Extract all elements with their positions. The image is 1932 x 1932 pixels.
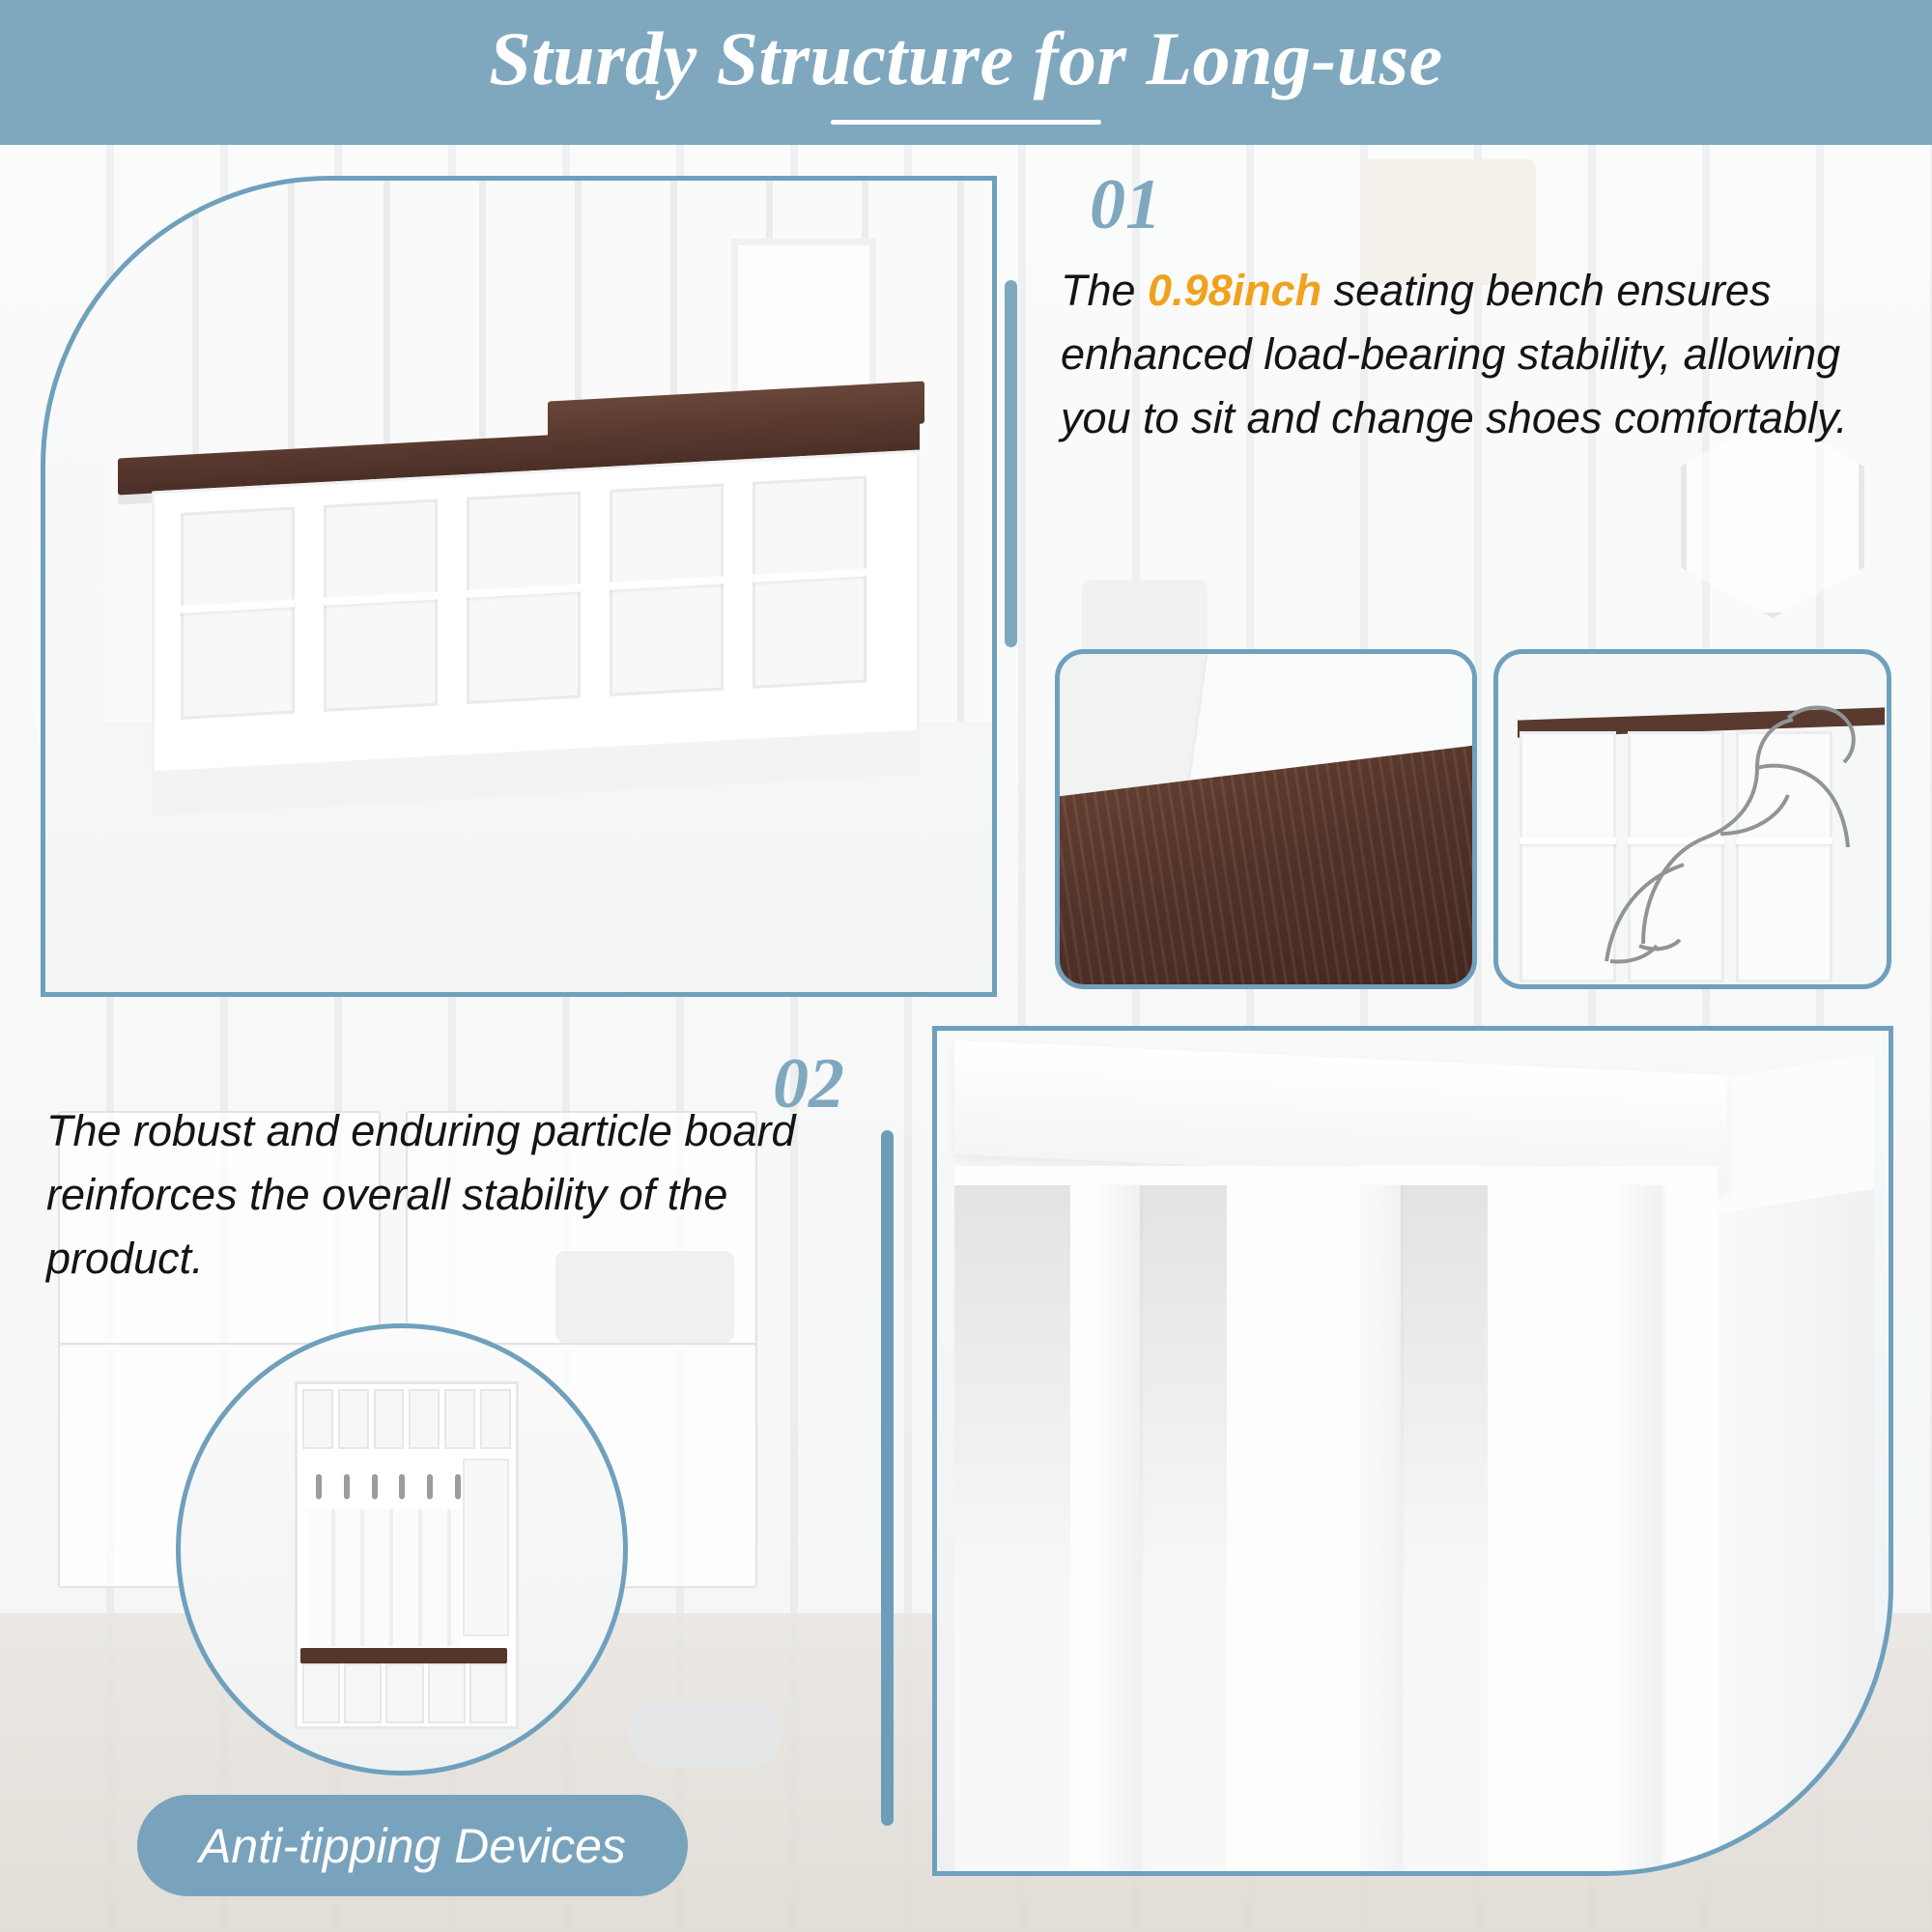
frame-photo-body xyxy=(954,1166,1718,1871)
page-title: Sturdy Structure for Long-use xyxy=(489,16,1443,100)
hook-icon xyxy=(344,1474,350,1499)
mini-top-cell xyxy=(374,1389,405,1449)
mini-unit-top-shelves xyxy=(302,1389,511,1449)
photo-cubby-4 xyxy=(610,483,724,696)
mini-cubby xyxy=(302,1663,340,1723)
photo-cubby-5 xyxy=(753,475,867,688)
feature-01-text-after: seating bench ensures enhanced load-bearing stability, allowing you to sit and change shoes comfortably. xyxy=(1061,266,1848,443)
mini-cubby xyxy=(428,1663,466,1723)
feature-02-text: The robust and enduring particle board reinforces the overall stability of the product. xyxy=(46,1106,796,1284)
feature-02-connector-bar xyxy=(881,1130,894,1826)
hook-icon xyxy=(399,1474,405,1499)
mini-unit-coat-hooks xyxy=(316,1474,461,1499)
mini-unit-bench-top xyxy=(300,1648,507,1663)
feature-number-01: 01 xyxy=(1090,165,1161,244)
mini-unit-back-panel xyxy=(306,1509,461,1646)
sitting-closeup-photo xyxy=(1493,649,1891,989)
mini-unit xyxy=(295,1381,519,1729)
photo-cubby-shelf xyxy=(467,583,581,597)
photo-cubby-shelf xyxy=(324,591,438,605)
anti-tipping-label: Anti-tipping Devices xyxy=(199,1818,626,1873)
main-bench-photo xyxy=(41,176,997,997)
mini-top-cell xyxy=(409,1389,440,1449)
photo-cubby-shelf xyxy=(181,600,295,613)
hook-icon xyxy=(455,1474,461,1499)
mini-cubby xyxy=(344,1663,382,1723)
frame-photo-right-side xyxy=(1700,1147,1874,1871)
frame-photo-shadow-1 xyxy=(1140,1185,1227,1871)
photo-cubby-shelf xyxy=(610,576,724,589)
mini-top-cell xyxy=(302,1389,333,1449)
frame-photo-shadow-left xyxy=(954,1185,1070,1871)
mini-unit-cubbies xyxy=(302,1663,507,1723)
mini-top-cell xyxy=(338,1389,369,1449)
feature-01-highlight: 0.98inch xyxy=(1148,266,1322,315)
photo-cubby-shelf xyxy=(753,568,867,582)
mini-cubby xyxy=(385,1663,423,1723)
feature-01-text-before: The xyxy=(1061,266,1149,315)
frame-photo-divider-1 xyxy=(1099,1185,1140,1871)
mini-top-cell xyxy=(480,1389,511,1449)
hook-icon xyxy=(316,1474,322,1499)
mini-unit-side-shelf xyxy=(463,1459,509,1636)
hook-icon xyxy=(427,1474,433,1499)
background-shoe-pair xyxy=(628,1700,782,1768)
wood-photo-grain xyxy=(1055,740,1477,989)
frame-photo-divider-3 xyxy=(1621,1185,1662,1871)
header-banner xyxy=(0,0,1932,145)
legs-photo-person-illustration xyxy=(1498,654,1891,989)
wood-photo-bench-slab xyxy=(1055,740,1477,989)
wood-closeup-photo xyxy=(1055,649,1477,989)
photo-cubby-3 xyxy=(467,491,581,703)
frame-photo-divider-2 xyxy=(1360,1185,1401,1871)
feature-01-connector-bar xyxy=(1005,280,1017,647)
frame-detail-photo xyxy=(932,1026,1893,1876)
title-underline xyxy=(831,120,1101,125)
mini-cubby xyxy=(469,1663,507,1723)
mini-top-cell xyxy=(444,1389,475,1449)
photo-cubby-1 xyxy=(181,507,295,720)
hook-icon xyxy=(372,1474,378,1499)
feature-number-02: 02 xyxy=(773,1044,844,1123)
feature-01-text xyxy=(1061,259,1891,450)
anti-tipping-badge xyxy=(137,1795,688,1896)
frame-photo-shadow-2 xyxy=(1401,1185,1488,1871)
full-unit-photo xyxy=(176,1323,628,1776)
photo-cubby-2 xyxy=(324,498,438,711)
